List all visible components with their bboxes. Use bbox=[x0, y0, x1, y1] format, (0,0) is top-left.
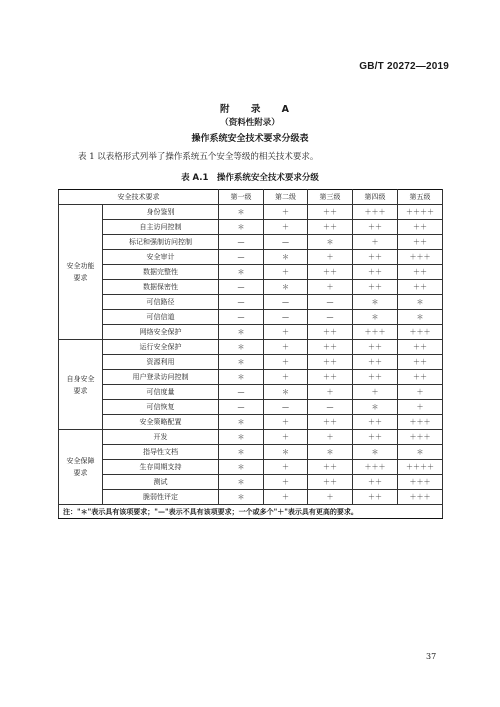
table-caption: 表 A.1 操作系统安全技术要求分级 bbox=[181, 173, 319, 183]
level-3-cell: ＋ bbox=[308, 280, 353, 295]
table-row bbox=[59, 310, 443, 325]
level-2-cell: — bbox=[264, 295, 308, 310]
level-1-cell: — bbox=[219, 400, 264, 415]
appendix-title: 附 录 A bbox=[220, 104, 298, 115]
level-4-cell: ＊ bbox=[353, 295, 398, 310]
table-row bbox=[59, 400, 443, 415]
level-5-cell: ＋＋ bbox=[398, 220, 443, 235]
table-row bbox=[59, 415, 443, 430]
level-4-cell: ＊ bbox=[353, 310, 398, 325]
level-1-cell: ＊ bbox=[219, 460, 264, 475]
requirement-item: 用户登录访问控制 bbox=[103, 370, 219, 385]
level-5-cell: ＋ bbox=[398, 400, 443, 415]
level-4-cell: ＋＋ bbox=[353, 265, 398, 280]
level-3-cell: ＋ bbox=[308, 490, 353, 505]
table-row bbox=[59, 355, 443, 370]
requirement-item: 自主访问控制 bbox=[103, 220, 219, 235]
table-row bbox=[59, 325, 443, 340]
level-5-cell: ＋＋ bbox=[398, 370, 443, 385]
requirement-item: 可信路径 bbox=[103, 295, 219, 310]
level-3-cell: ＋＋ bbox=[308, 415, 353, 430]
level-5-cell: ＊ bbox=[398, 295, 443, 310]
level-1-cell: ＊ bbox=[219, 340, 264, 355]
requirement-item: 安全策略配置 bbox=[103, 415, 219, 430]
table-row bbox=[59, 370, 443, 385]
table-row bbox=[59, 235, 443, 250]
level-3-cell: — bbox=[308, 400, 353, 415]
level-5-cell: ＋＋＋ bbox=[398, 325, 443, 340]
header-level-5: 第五级 bbox=[398, 190, 443, 205]
intro-paragraph: 表 1 以表格形式列举了操作系统五个安全等级的相关技术要求。 bbox=[78, 152, 319, 162]
level-1-cell: ＊ bbox=[219, 445, 264, 460]
level-4-cell: ＋＋ bbox=[353, 430, 398, 445]
category-cell bbox=[59, 430, 103, 505]
table-row bbox=[59, 475, 443, 490]
page-number: 37 bbox=[426, 652, 437, 661]
level-3-cell: ＋＋ bbox=[308, 370, 353, 385]
level-4-cell: ＊ bbox=[353, 445, 398, 460]
level-3-cell: ＋＋ bbox=[308, 355, 353, 370]
category-label: 安全保障要求 bbox=[66, 457, 95, 477]
level-5-cell: ＋＋＋ bbox=[398, 250, 443, 265]
level-2-cell: ＋ bbox=[264, 460, 308, 475]
level-2-cell: ＋ bbox=[264, 265, 308, 280]
level-2-cell: ＋ bbox=[264, 325, 308, 340]
table-row bbox=[59, 490, 443, 505]
requirement-item: 运行安全保护 bbox=[103, 340, 219, 355]
table-note-row bbox=[59, 505, 443, 519]
level-3-cell: ＊ bbox=[308, 445, 353, 460]
level-4-cell: ＋ bbox=[353, 385, 398, 400]
level-1-cell: ＊ bbox=[219, 325, 264, 340]
requirement-item: 可信信道 bbox=[103, 310, 219, 325]
requirement-item: 脆弱性评定 bbox=[103, 490, 219, 505]
level-1-cell: ＊ bbox=[219, 355, 264, 370]
level-3-cell: ＋＋ bbox=[308, 325, 353, 340]
table-row bbox=[59, 280, 443, 295]
level-4-cell: ＋＋ bbox=[353, 280, 398, 295]
level-1-cell: ＊ bbox=[219, 490, 264, 505]
level-2-cell: ＋ bbox=[264, 370, 308, 385]
level-1-cell: ＊ bbox=[219, 265, 264, 280]
level-2-cell: ＊ bbox=[264, 280, 308, 295]
table-row bbox=[59, 295, 443, 310]
level-4-cell: ＋＋＋ bbox=[353, 460, 398, 475]
header-level-4: 第四级 bbox=[353, 190, 398, 205]
level-5-cell: ＋＋＋＋ bbox=[398, 460, 443, 475]
level-4-cell: ＋＋ bbox=[353, 370, 398, 385]
level-3-cell: ＋ bbox=[308, 385, 353, 400]
level-5-cell: ＋＋ bbox=[398, 235, 443, 250]
requirement-item: 可信度量 bbox=[103, 385, 219, 400]
header-level-3: 第三级 bbox=[308, 190, 353, 205]
category-cell bbox=[59, 340, 103, 430]
table-header-row bbox=[59, 190, 443, 205]
level-3-cell: ＋＋ bbox=[308, 475, 353, 490]
level-5-cell: ＋＋＋ bbox=[398, 415, 443, 430]
level-4-cell: ＋＋ bbox=[353, 490, 398, 505]
level-3-cell: ＋ bbox=[308, 430, 353, 445]
appendix-subtitle: （资料性附录） bbox=[220, 118, 280, 128]
level-3-cell: ＋＋ bbox=[308, 220, 353, 235]
level-2-cell: — bbox=[264, 400, 308, 415]
table-row bbox=[59, 460, 443, 475]
level-4-cell: ＋＋ bbox=[353, 250, 398, 265]
requirement-item: 身份鉴别 bbox=[103, 205, 219, 220]
level-2-cell: ＊ bbox=[264, 250, 308, 265]
requirement-item: 安全审计 bbox=[103, 250, 219, 265]
requirement-item: 标记和强制访问控制 bbox=[103, 235, 219, 250]
level-2-cell: ＋ bbox=[264, 415, 308, 430]
table-row bbox=[59, 430, 443, 445]
level-5-cell: ＋＋ bbox=[398, 265, 443, 280]
level-4-cell: ＋ bbox=[353, 235, 398, 250]
table-row bbox=[59, 445, 443, 460]
level-1-cell: ＊ bbox=[219, 475, 264, 490]
level-5-cell: ＋＋＋＋ bbox=[398, 205, 443, 220]
requirement-item: 开发 bbox=[103, 430, 219, 445]
level-5-cell: ＋＋ bbox=[398, 355, 443, 370]
category-label: 安全功能要求 bbox=[66, 262, 95, 282]
level-4-cell: ＋＋ bbox=[353, 220, 398, 235]
level-2-cell: ＊ bbox=[264, 445, 308, 460]
table-note: 注："＊"表示具有该项要求；"—"表示不具有该项要求；一个或多个"＋"表示具有更高的要求。 bbox=[59, 505, 443, 519]
requirement-item: 测试 bbox=[103, 475, 219, 490]
level-2-cell: ＋ bbox=[264, 475, 308, 490]
table-row bbox=[59, 385, 443, 400]
level-2-cell: ＋ bbox=[264, 490, 308, 505]
level-2-cell: — bbox=[264, 235, 308, 250]
level-3-cell: ＋ bbox=[308, 250, 353, 265]
level-1-cell: — bbox=[219, 295, 264, 310]
level-5-cell: ＋＋ bbox=[398, 280, 443, 295]
level-5-cell: ＋＋＋ bbox=[398, 475, 443, 490]
level-3-cell: ＊ bbox=[308, 235, 353, 250]
level-2-cell: — bbox=[264, 310, 308, 325]
requirement-item: 网络安全保护 bbox=[103, 325, 219, 340]
level-4-cell: ＋＋ bbox=[353, 355, 398, 370]
requirement-item: 生存周期支持 bbox=[103, 460, 219, 475]
level-2-cell: ＋ bbox=[264, 340, 308, 355]
table-row bbox=[59, 205, 443, 220]
level-5-cell: ＋＋＋ bbox=[398, 430, 443, 445]
level-1-cell: ＊ bbox=[219, 430, 264, 445]
level-2-cell: ＋ bbox=[264, 430, 308, 445]
level-4-cell: ＋＋ bbox=[353, 340, 398, 355]
level-1-cell: — bbox=[219, 280, 264, 295]
appendix-heading: 操作系统安全技术要求分级表 bbox=[191, 134, 309, 144]
level-4-cell: ＋＋＋ bbox=[353, 325, 398, 340]
standard-code: GB/T 20272—2019 bbox=[359, 61, 449, 72]
header-level-1: 第一级 bbox=[219, 190, 264, 205]
level-2-cell: ＋ bbox=[264, 205, 308, 220]
table-row bbox=[59, 340, 443, 355]
level-3-cell: ＋＋ bbox=[308, 460, 353, 475]
table-row bbox=[59, 265, 443, 280]
header-level-2: 第二级 bbox=[264, 190, 308, 205]
level-4-cell: ＋＋ bbox=[353, 475, 398, 490]
level-1-cell: — bbox=[219, 310, 264, 325]
level-4-cell: ＊ bbox=[353, 400, 398, 415]
category-cell bbox=[59, 205, 103, 340]
level-1-cell: — bbox=[219, 235, 264, 250]
category-label: 自身安全要求 bbox=[66, 374, 95, 395]
level-1-cell: — bbox=[219, 250, 264, 265]
level-3-cell: ＋＋ bbox=[308, 265, 353, 280]
level-3-cell: ＋＋ bbox=[308, 205, 353, 220]
table-row bbox=[59, 250, 443, 265]
level-2-cell: ＋ bbox=[264, 220, 308, 235]
table-row bbox=[59, 220, 443, 235]
level-1-cell: ＊ bbox=[219, 205, 264, 220]
level-2-cell: ＊ bbox=[264, 385, 308, 400]
level-1-cell: ＊ bbox=[219, 220, 264, 235]
level-1-cell: ＊ bbox=[219, 370, 264, 385]
requirement-item: 数据保密性 bbox=[103, 280, 219, 295]
requirement-item: 数据完整性 bbox=[103, 265, 219, 280]
level-3-cell: — bbox=[308, 310, 353, 325]
level-5-cell: ＋＋＋ bbox=[398, 490, 443, 505]
header-requirement: 安全技术要求 bbox=[59, 190, 219, 205]
requirement-item: 指导性文档 bbox=[103, 445, 219, 460]
requirements-table bbox=[58, 189, 443, 519]
requirement-item: 可信恢复 bbox=[103, 400, 219, 415]
level-5-cell: ＊ bbox=[398, 310, 443, 325]
level-3-cell: ＋＋ bbox=[308, 340, 353, 355]
level-4-cell: ＋＋ bbox=[353, 415, 398, 430]
level-5-cell: ＋ bbox=[398, 385, 443, 400]
requirement-item: 资源利用 bbox=[103, 355, 219, 370]
level-5-cell: ＊ bbox=[398, 445, 443, 460]
level-4-cell: ＋＋＋ bbox=[353, 205, 398, 220]
level-2-cell: ＋ bbox=[264, 355, 308, 370]
level-1-cell: — bbox=[219, 385, 264, 400]
level-3-cell: — bbox=[308, 295, 353, 310]
level-1-cell: ＊ bbox=[219, 415, 264, 430]
level-5-cell: ＋＋ bbox=[398, 340, 443, 355]
